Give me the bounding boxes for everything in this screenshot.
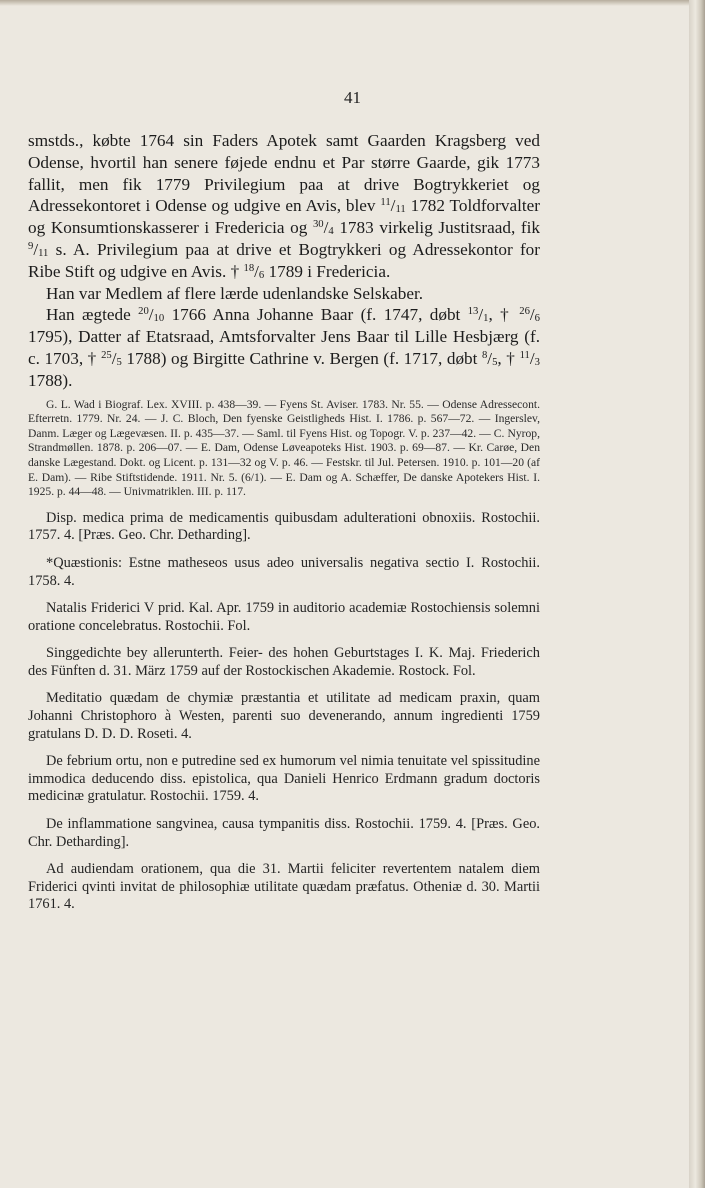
date-month: 11 xyxy=(38,248,49,260)
marriage-text: Han ægtede xyxy=(46,305,139,325)
marriage-text: , † xyxy=(488,305,520,325)
marriage-text: , † xyxy=(497,348,520,368)
work-entry: Meditatio quædam de chymiæ præstantia et utilitate ad medicam praxin, quam Johanni Christophoro à Westen, parenti suo devenerando, annum ingredienti 1759 gratulans D. D. D. Roseti. 4. xyxy=(28,690,540,742)
date-month: 1 xyxy=(483,313,489,325)
marriage-paragraph: Han ægtede $^{20}/_{10}$ 1766 Anna Johanne Baar (f. 1747, døbt $^{13}/_1$, † $^{26}/_6$ 1795), Datter af Etatsraad, Amtsforvalter Jens Baar til Lille Hesbjærg (f. c. 1703, † $^{25}/_5$ 1788) og Birgitte Cathrine v. Bergen (f. 1717, døbt $^8/_5$, † $^{11}/_3$ 1788). xyxy=(28,305,540,390)
bio-text: 1782 Toldforvalter og Konsumtionskasserer i Fredericia og xyxy=(28,196,540,238)
date-day: 20 xyxy=(138,306,149,318)
date-day: 18 xyxy=(243,262,255,274)
date-month: 6 xyxy=(534,313,540,325)
marriage-text: 1788). xyxy=(28,370,73,390)
date-month: 3 xyxy=(534,357,540,369)
date-day: 30 xyxy=(312,219,324,231)
date-month: 10 xyxy=(153,313,165,325)
work-entry: Natalis Friderici V prid. Kal. Apr. 1759 in auditorio academiæ Rostochiensis solemni oratione concelebratus. Rostochii. Fol. xyxy=(28,600,540,634)
date-month: 11 xyxy=(395,204,406,216)
work-entry: *Quæstionis: Estne matheseos usus adeo universalis negativa sectio I. Rostochii. 1758. 4. xyxy=(28,554,540,589)
date-day: 8 xyxy=(481,350,488,362)
date-day: 13 xyxy=(467,306,479,318)
date-month: 5 xyxy=(492,357,498,369)
work-entry: Ad audiendam orationem, qua die 31. Martii feliciter revertentem natalem diem Friderici qvinti invitat de philosophiæ utilitate quædam præfatus. Otheniæ d. 30. Martii 1761. 4. xyxy=(28,861,540,913)
bio-text: smstds., købte 1764 sin Faders Apotek samt Gaarden Kragsberg ved Odense, hvortil han senere føjede endnu et Par større Gaarde, gik 1773 fallit, men fik 1779 Privilegium paa at drive Bogtrykkeriet og Adressekontoret i Odense og udgive en Avis, blev xyxy=(28,131,540,216)
date-day: 11 xyxy=(519,350,530,362)
date-day: 11 xyxy=(380,197,391,209)
marriage-text: 1795), Datter af Etatsraad, Amtsforvalter Jens Baar til Lille Hesbjærg (f. c. 1703, † xyxy=(28,327,540,368)
work-entry: Disp. medica prima de medicamentis quibusdam adulterationi obnoxiis. Rostochii. 1757. 4. [Præs. Geo. Chr. Detharding]. xyxy=(28,509,540,544)
page-right-edge xyxy=(689,0,705,1188)
work-entry: De febrium ortu, non e putredine sed ex humorum vel nimia tenuitate vel spissitudine immodica deducendo diss. epistolica, qua Danieli Henrico Erdmann gradum doctoris medicinæ gratulatur. Rostochii. 1759. 4. xyxy=(28,753,540,805)
text-body xyxy=(28,130,540,914)
bio-text: s. A. Privilegium paa at drive et Bogtrykkeri og Adressekontor for Ribe Stift og udgive en Avis. † xyxy=(28,239,540,281)
date-day: 9 xyxy=(28,241,34,253)
work-entry: De inflammatione sangvinea, causa tympanitis diss. Rostochii. 1759. 4. [Præs. Geo. Chr. Detharding]. xyxy=(28,816,540,850)
marriage-text: 1788) og Birgitte Cathrine v. Bergen (f. 1717, døbt xyxy=(121,348,482,368)
marriage-text: 1766 Anna Johanne Baar (f. 1747, døbt xyxy=(164,305,468,325)
references-paragraph: G. L. Wad i Biograf. Lex. XVIII. p. 438—39. — Fyens St. Aviser. 1783. Nr. 55. — Odense Adressecont. Efterretn. 1779. Nr. 24. — J. C. Bloch, Den fyenske Geistligheds Hist. I. 1786. p. 567—72. — Ingerslev, Danm. Læger og Lægevæsen. II. p. 435—37. — Saml. til Fyens Hist. og Topogr. V. p. 237—42. — C. Nyrop, Strandmøllen. 1878. p. 206—07. — E. Dam, Odense Løveapoteks Hist. 1903. p. 69—87. — Kr. Carøe, Den danske Lægestand. Dokt. og Licent. p. 131—32 og V. p. 46. — Festskr. til Jul. Petersen. 1910. p. 101—20 (af E. Dam). — Ribe Stiftstidende. 1911. Nr. 5. (6/1). — E. Dam og A. Schæffer, De danske Apotekers Hist. I. 1925. p. 44—48. — Univmatriklen. III. p. 117. xyxy=(28,397,540,499)
page-number: 41 xyxy=(344,88,361,107)
date-month: 5 xyxy=(116,357,122,369)
work-entry: Singgedichte bey allerunterth. Feier- des hohen Geburtstages I. K. Maj. Friederich des Fünften d. 31. März 1759 auf der Rostockischen Akademie. Rostock. Fol. xyxy=(28,645,540,679)
date-day: 26 xyxy=(519,306,530,318)
membership-paragraph: Han var Medlem af flere lærde udenlandske Selskaber. xyxy=(46,283,424,303)
date-month: 6 xyxy=(258,269,265,281)
bio-text: 1789 i Fredericia. xyxy=(264,261,391,281)
date-day: 25 xyxy=(101,350,112,362)
biography-paragraph: smstds., købte 1764 sin Faders Apotek samt Gaarden Kragsberg ved Odense, hvortil han senere føjede endnu et Par større Gaarde, gik 1773 fallit, men fik 1779 Privilegium paa at drive Bogtrykkeriet og Adressekontoret i Odense og udgive en Avis, blev $^{11}/_{11}$ 1782 Toldforvalter og Konsumtionskasserer i Fredericia og $^{30}/_4$ 1783 virkelig Justitsraad, fik $^9/_{11}$ s. A. Privilegium paa at drive et Bogtrykkeri og Adressekontor for Ribe Stift og udgive en Avis. † $^{18}/_6$ 1789 i Fredericia. xyxy=(28,131,540,281)
page-top-edge xyxy=(0,0,705,6)
date-month: 4 xyxy=(328,226,334,238)
bio-text: 1783 virkelig Justitsraad, fik xyxy=(333,218,540,238)
